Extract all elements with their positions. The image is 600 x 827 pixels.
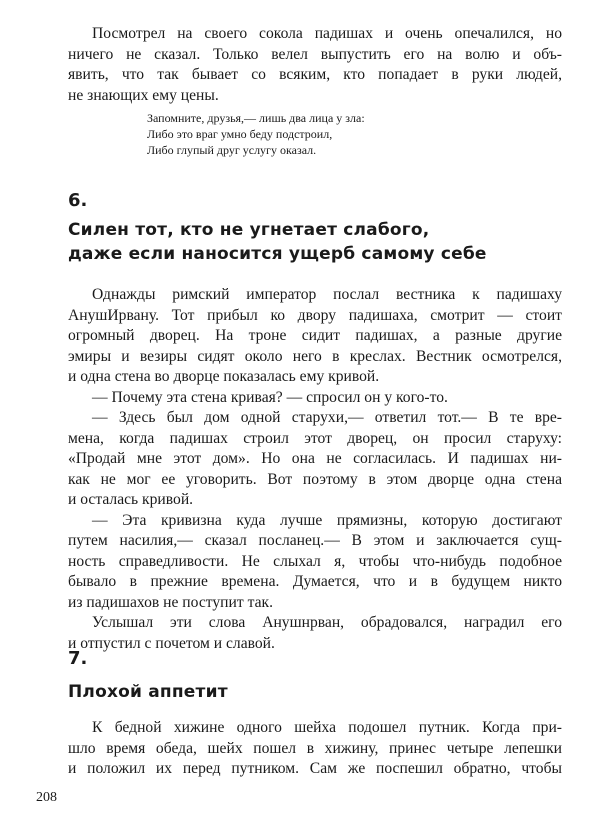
title-line: даже если наносится ущерб самому себе (68, 244, 487, 264)
section-number: 7. (68, 648, 88, 669)
story-paragraph (68, 718, 562, 780)
text-line: путем насилия,— сказал посланец.— В этом и заключается сущ- (68, 532, 562, 549)
text-line: эмиры и везиры сидят около него в креслах. Вестник осмотрелся, (68, 347, 562, 365)
text-line: ность справедливости. Не слыхал я, чтобы что-нибудь подобное (68, 552, 562, 570)
section-number: 6. (68, 190, 88, 211)
text-line: явить, что так бывает со всяким, кто попадает в руки людей, (68, 66, 562, 83)
title-line: Силен тот, кто не угнетает слабого, (68, 220, 430, 240)
text-line: АнушИрвану. Тот прибыл ко двору падишаха, смотрит — стоит (68, 306, 562, 324)
section-title (68, 680, 562, 704)
text-line: и одна стена во дворце показалась ему кривой. (68, 368, 380, 385)
text-line: из падишахов не поступит так. (68, 593, 273, 611)
text-line: и осталась кривой. (68, 491, 194, 508)
text-line: и положил их перед путником. Сам же поспешил обратно, чтобы (68, 760, 562, 777)
text-line: шло время обеда, шейх пошел в хижину, принес четыре лепешки (68, 739, 562, 757)
text-line: К бедной хижине одного шейха подошел путник. Когда при- (92, 719, 562, 736)
text-line: Посмотрел на своего сокола падишах и очень опечалился, но (92, 25, 562, 42)
intro-paragraph (68, 24, 562, 106)
text-line: ничего не сказал. Только велел выпустить его на волю и объ- (68, 45, 562, 63)
page-number: 208 (36, 790, 57, 805)
text-line: и отпустил с почетом и славой. (68, 634, 275, 652)
text-line: — Эта кривизна куда лучше прямизны, которую достигают (92, 511, 562, 529)
title-line: Плохой аппетит (68, 682, 228, 702)
text-line: огромный дворец. На троне сидит падишах, а разные другие (68, 327, 562, 344)
text-line: бывало в прежние времена. Думается, что и в будущем никто (68, 573, 562, 590)
text-line: мена, когда падишах строил этот дворец, он просил старуху: (68, 429, 562, 447)
text-line: — Здесь был дом одной старухи,— ответил тот.— В те вре- (92, 409, 562, 426)
text-line: Услышал эти слова Анушнрван, обрадовался, наградил его (92, 614, 562, 631)
story-paragraph (68, 285, 562, 654)
verse-line: Либо глупый друг услугу оказал. (147, 143, 317, 157)
verse-line: Либо это враг умно беду подстроил, (147, 127, 333, 141)
verse-line: Запомните, друзья,— лишь два лица у зла: (147, 111, 365, 125)
text-line: «Продай мне этот дом». Но она не согласилась. И падишах ни- (68, 450, 562, 467)
section-title (68, 218, 562, 266)
text-line: Однажды римский император послал вестника к падишаху (92, 286, 562, 303)
text-line: не знающих ему цены. (68, 86, 219, 104)
poem-verse (147, 110, 447, 158)
text-line: — Почему эта стена кривая? — спросил он у кого-то. (92, 388, 448, 406)
text-line: как не мог ее уговорить. Вот поэтому в этом дворце одна стена (68, 470, 562, 488)
